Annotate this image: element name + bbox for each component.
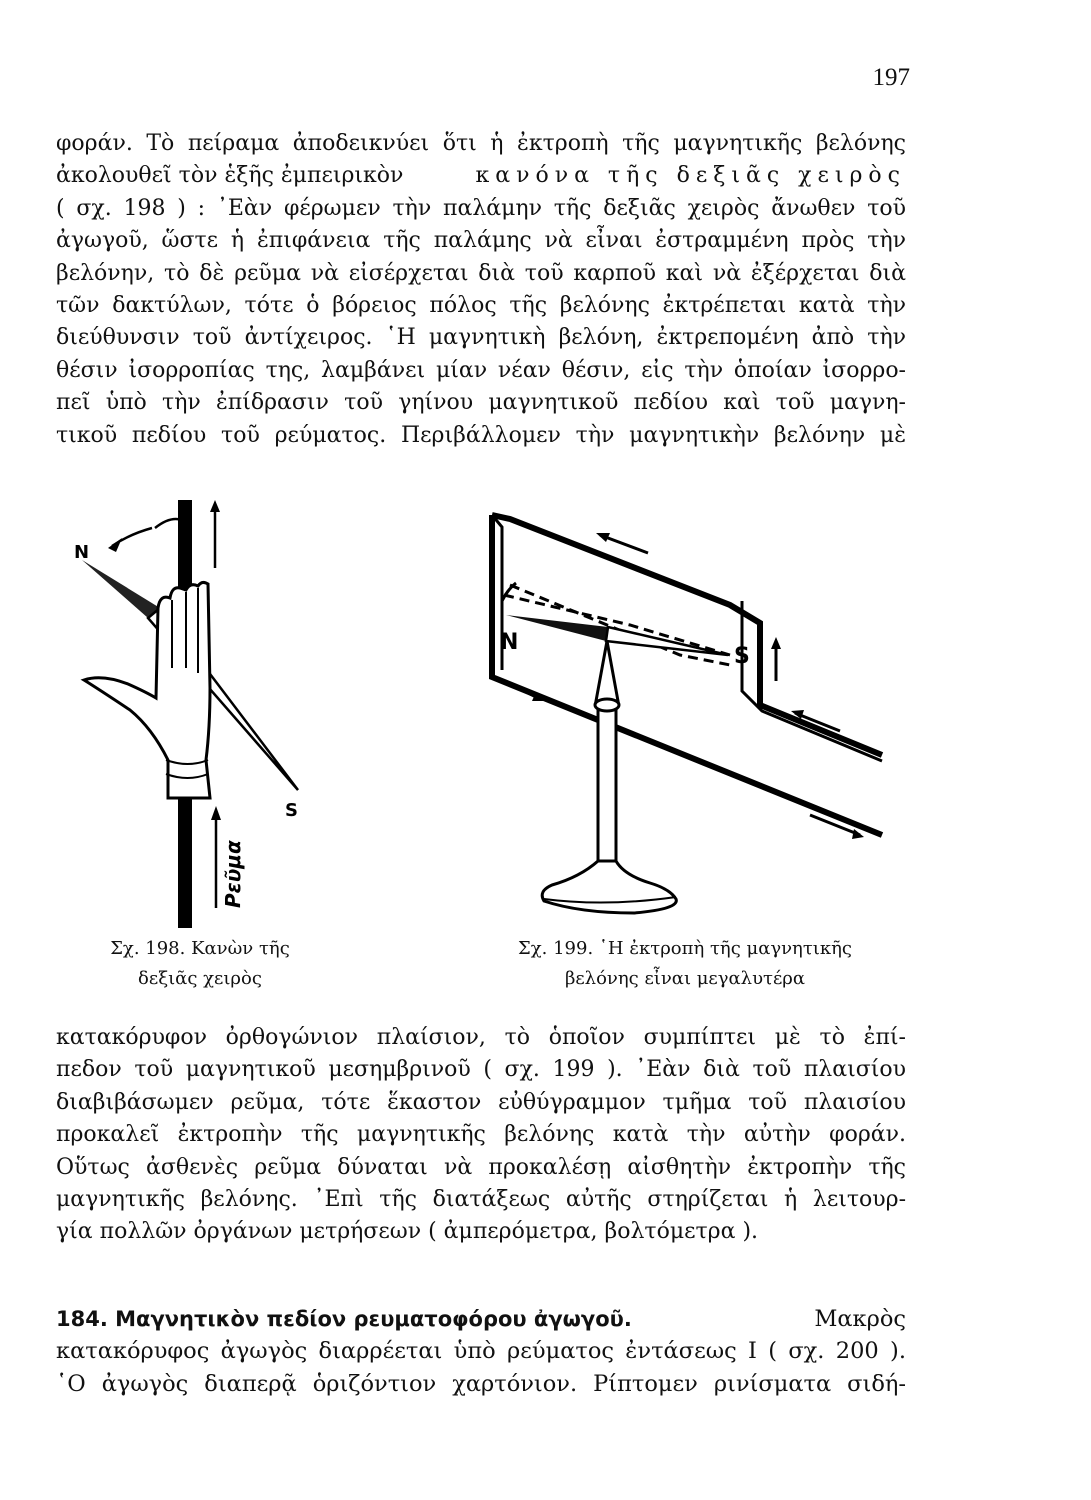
text-line: τικοῦ πεδίου τοῦ ρεύματος. Περιβάλλομεν τὴν μαγνητικὴν βελόνην μὲ bbox=[56, 422, 906, 448]
figure-198-drawing bbox=[60, 498, 320, 930]
text-line: πεδον τοῦ μαγνητικοῦ μεσημβρινοῦ ( σχ. 199 ). ᾿Εὰν διὰ τοῦ πλαισίου bbox=[56, 1057, 906, 1083]
text-line: ( σχ. 198 ) : ᾿Εὰν φέρωμεν τὴν παλάμην τῆς δεξιᾶς χειρὸς ἄνωθεν τοῦ bbox=[56, 195, 906, 221]
text-line: κατακόρυφος ἀγωγὸς διαρρέεται ὑπὸ ρεύματος ἐντάσεως Ι ( σχ. 200 ). bbox=[56, 1338, 906, 1365]
caption-line: δεξιᾶς χειρὸς bbox=[138, 968, 262, 989]
figure-199-frame-deflection bbox=[480, 505, 900, 917]
needle-label-n: N bbox=[74, 542, 90, 563]
figure-198-caption bbox=[70, 934, 330, 994]
text-line: βελόνην, τὸ δὲ ρεῦμα νὰ εἰσέρχεται διὰ τοῦ καρποῦ καὶ νὰ ἐξέρχεται διὰ bbox=[56, 260, 906, 286]
text-line: προκαλεῖ ἐκτροπὴν τῆς μαγνητικῆς βελόνης κατὰ τὴν αὐτὴν φοράν. bbox=[56, 1122, 906, 1148]
paragraph-intro bbox=[56, 128, 906, 452]
needle-south-half bbox=[606, 627, 728, 655]
section-heading: 184. Μαγνητικὸν πεδίον ρευματοφόρου ἀγωγοῦ. bbox=[56, 1307, 632, 1331]
frame-inner-top bbox=[510, 519, 730, 605]
text-line bbox=[56, 1303, 906, 1335]
text-line: γία πολλῶν ὀργάνων μετρήσεων ( ἀμπερόμετρα, βολτόμετρα ). bbox=[56, 1219, 759, 1245]
needle-label-n: N bbox=[500, 630, 519, 655]
text-line: φοράν. Τὸ πείραμα ἀποδεικνύει ὅτι ἡ ἐκτροπὴ τῆς μαγνητικῆς βελόνης bbox=[56, 131, 906, 156]
caption-line: Σχ. 198. Κανὼν τῆς bbox=[110, 938, 290, 959]
text-line: τῶν δακτύλων, τότε ὁ βόρειος πόλος τῆς βελόνης ἐκτρέπεται κατὰ τὴν bbox=[56, 293, 906, 319]
text-fragment: ἀκολουθεῖ τὸν ἑξῆς ἐμπειρικὸν bbox=[56, 163, 404, 189]
section-184 bbox=[56, 1303, 906, 1400]
text-line: διαβιβάσωμεν ρεῦμα, τότε ἕκαστον εὐθύγραμμον τμῆμα τοῦ πλαισίου bbox=[56, 1089, 906, 1115]
arrow-head bbox=[852, 829, 864, 839]
rule-name-spaced: κανόνα τῆς δεξιᾶς χειρὸς bbox=[475, 163, 906, 189]
current-arrow-head bbox=[211, 806, 221, 820]
text-line: κατακόρυφον ὀρθογώνιον πλαίσιον, τὸ ὁποῖον συμπίπτει μὲ τὸ ἐπί- bbox=[56, 1025, 906, 1050]
caption-line: Σχ. 199. ῾Η ἐκτροπὴ τῆς μαγνητικῆς bbox=[518, 938, 852, 959]
arrow-head bbox=[210, 500, 220, 512]
stand-column bbox=[598, 701, 616, 861]
text-line: πεῖ ὑπὸ τὴν ἐπίδρασιν τοῦ γηίνου μαγνητικοῦ πεδίου καὶ τοῦ μαγνη- bbox=[56, 390, 906, 416]
paragraph-frame bbox=[56, 1022, 906, 1249]
needle-label-s: S bbox=[734, 644, 750, 669]
current-label: Ρεῦμα bbox=[221, 840, 245, 908]
text-fragment: Μακρὸς bbox=[814, 1306, 906, 1332]
stand-base bbox=[542, 861, 676, 913]
deflection-arc bbox=[502, 583, 516, 601]
text-line: μαγνητικῆς βελόνης. ᾿Επὶ τῆς διατάξεως αὐτῆς στηρίζεται ἡ λειτουρ- bbox=[56, 1187, 906, 1213]
figure-199-drawing bbox=[480, 505, 900, 917]
deflection-arc-2 bbox=[112, 528, 152, 546]
text-line: διεύθυνσιν τοῦ ἀντίχειρος. ῾Η μαγνητικὴ βελόνη, ἐκτρεπομένη ἀπὸ τὴν bbox=[56, 325, 906, 351]
frame-bottom-edge bbox=[492, 515, 882, 835]
needle-pivot bbox=[596, 641, 618, 701]
text-line bbox=[56, 160, 906, 192]
text-line: Οὕτως ἀσθενὲς ρεῦμα δύναται νὰ προκαλέσῃ αἰσθητὴν ἐκτροπὴν τῆς bbox=[56, 1154, 906, 1180]
caption-line: βελόνης εἶναι μεγαλυτέρα bbox=[564, 968, 806, 989]
figure-198-right-hand-rule bbox=[60, 498, 320, 930]
needle-north-half bbox=[82, 560, 160, 618]
text-line: θέσιν ἰσορροπίας της, λαμβάνει μίαν νέαν θέσιν, εἰς τὴν ὁποίαν ἰσορρο- bbox=[56, 357, 906, 383]
stand-collar bbox=[595, 699, 619, 711]
needle-label-s: S bbox=[285, 800, 298, 821]
page-number: 197 bbox=[872, 64, 910, 91]
frame-top-edge bbox=[492, 515, 882, 755]
figure-199-caption bbox=[475, 934, 895, 994]
text-line: ἀγωγοῦ, ὥστε ἡ ἐπιφάνεια τῆς παλάμης νὰ εἶναι ἐστραμμένη πρὸς τὴν bbox=[56, 228, 906, 254]
arrow-head bbox=[771, 637, 781, 649]
arrow-head bbox=[596, 533, 610, 542]
text-line: ῾Ο ἀγωγὸς διαπερᾷ ὁριζόντιον χαρτόνιον. Ρίπτομεν ρινίσματα σιδή- bbox=[56, 1370, 906, 1397]
deflection-arc bbox=[155, 519, 182, 528]
needle-original-dashed bbox=[504, 595, 730, 655]
needle-original-dashed-2 bbox=[510, 585, 730, 665]
